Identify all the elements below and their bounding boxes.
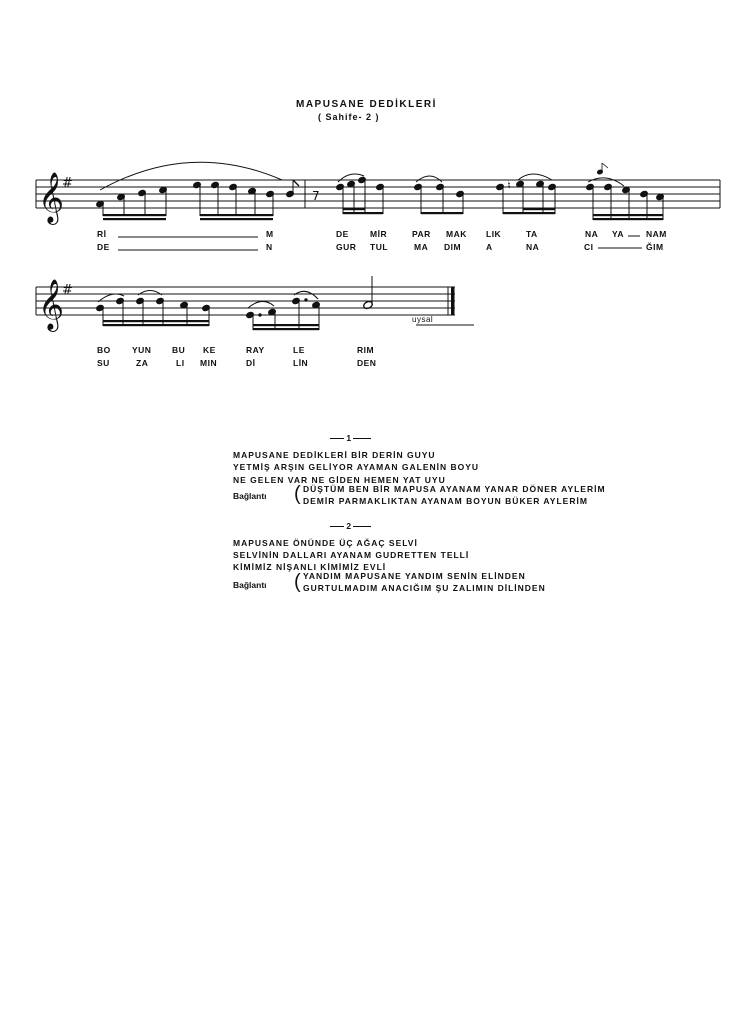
lyric-syllable: NA [585, 229, 599, 239]
verse-number-2: 2 [330, 521, 371, 531]
verse-number-1: 1 [330, 433, 371, 443]
lyric-syllable: TA [526, 229, 538, 239]
lyric-syllable: DIM [444, 242, 462, 252]
verse-line: SELVİNİN DALLARI AYANAM GUDRETTEN TELLİ [233, 550, 470, 560]
sharp-icon: # [62, 283, 73, 298]
treble-clef-icon: 𝄞 [38, 279, 65, 330]
verse-line: MAPUSANE DEDİKLERİ BİR DERİN GUYU [233, 450, 436, 460]
signature-text: uysal [412, 315, 434, 324]
svg-text:♮: ♮ [507, 179, 511, 192]
lyric-syllable: DE [97, 242, 110, 252]
lyric-syllable: YUN [132, 345, 152, 355]
lyric-syllable: MİR [370, 229, 388, 239]
bracket-symbol: ( [294, 571, 301, 593]
lyric-syllable: CI [584, 242, 594, 252]
lyric-syllable: MA [414, 242, 429, 252]
baglanti-line: YANDIM MAPUSANE YANDIM SENİN ELİNDEN [303, 571, 526, 581]
lyric-syllable: GUR [336, 242, 357, 252]
lyric-syllable: RIM [357, 345, 375, 355]
lyric-syllable: LI [176, 358, 185, 368]
lyric-syllable: DEN [357, 358, 377, 368]
lyric-syllable: A [486, 242, 493, 252]
lyric-syllable: BO [97, 345, 111, 355]
lyric-syllable: MIN [200, 358, 218, 368]
bracket-symbol: ( [294, 483, 301, 505]
verse-line: NE GELEN VAR NE GİDEN HEMEN YAT UYU [233, 475, 446, 485]
page-title: MAPUSANE DEDİKLERİ [296, 99, 437, 110]
page-subtitle: ( Sahife- 2 ) [318, 112, 380, 122]
lyric-syllable: ĞIM [646, 242, 664, 252]
baglanti-line: GURTULMADIM ANACIĞIM ŞU ZALIMIN DİLİNDEN [303, 583, 546, 593]
lyric-syllable: RAY [246, 345, 265, 355]
lyric-syllable: DE [336, 229, 349, 239]
lyric-syllable: TUL [370, 242, 389, 252]
lyric-syllable: M [266, 229, 274, 239]
baglanti-line: DÜŞTÜM BEN BİR MAPUSA AYANAM YANAR DÖNER AYLERİM [303, 484, 606, 494]
lyric-syllable: KE [203, 345, 216, 355]
baglanti-label: Bağlantı [233, 580, 267, 590]
lyric-syllable: YA [612, 229, 625, 239]
svg-text:7: 7 [312, 189, 320, 203]
lyric-syllable: LE [293, 345, 305, 355]
lyric-syllable: Rİ [97, 229, 107, 239]
lyric-syllable: NAM [646, 229, 667, 239]
lyric-syllable: LIK [486, 229, 502, 239]
sharp-icon: # [62, 176, 73, 191]
baglanti-label: Bağlantı [233, 491, 267, 501]
treble-clef-icon: 𝄞 [38, 172, 65, 223]
staff-system-1 [0, 0, 750, 260]
lyric-syllable: BU [172, 345, 186, 355]
lyric-syllable: ZA [136, 358, 149, 368]
staff-system-2 [0, 260, 750, 350]
lyric-syllable: LİN [293, 358, 309, 368]
verse-line: MAPUSANE ÖNÜNDE ÜÇ AĞAÇ SELVİ [233, 538, 418, 548]
lyric-syllable: NA [526, 242, 540, 252]
lyric-syllable: Dİ [246, 358, 256, 368]
baglanti-line: DEMİR PARMAKLIKTAN AYANAM BOYUN BÜKER AYLERİM [303, 496, 588, 506]
lyric-syllable: SU [97, 358, 110, 368]
verse-line: YETMİŞ ARŞIN GELİYOR AYAMAN GALENİN BOYU [233, 462, 480, 472]
lyric-syllable: MAK [446, 229, 467, 239]
lyric-syllable: N [266, 242, 273, 252]
lyric-syllable: PAR [412, 229, 431, 239]
verse-line: KİMİMİZ NİŞANLI KİMİMİZ EVLİ [233, 562, 387, 572]
